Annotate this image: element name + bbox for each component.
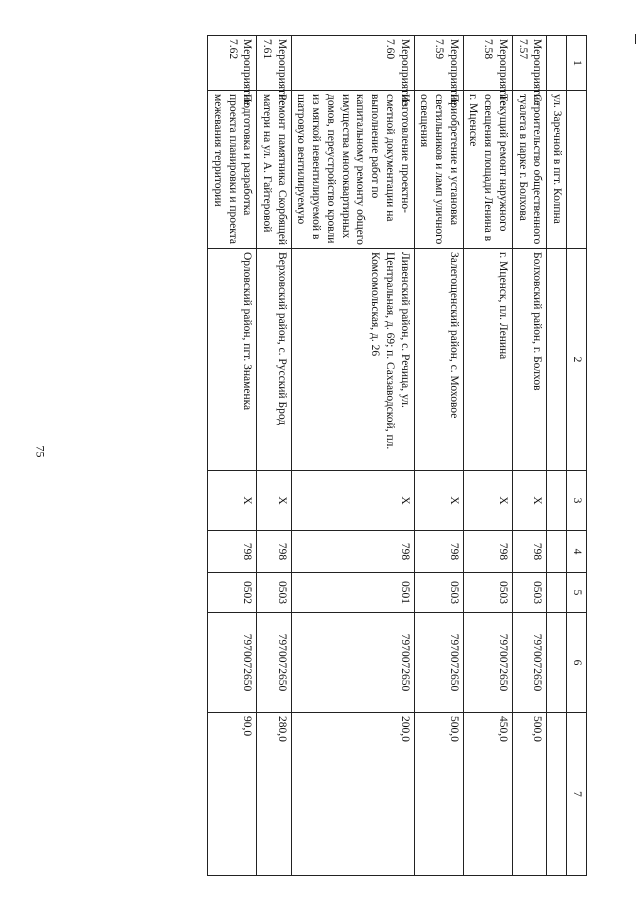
table-row	[463, 36, 512, 876]
row-c7: 280,0	[257, 713, 291, 876]
row-c6: 7970072650	[208, 613, 257, 713]
row-c5: 0503	[257, 573, 291, 613]
row-place: Верховский район, с. Русский Брод	[257, 249, 291, 471]
row-c6: 7970072650	[512, 613, 546, 713]
row-c4: 798	[291, 531, 414, 573]
continuation-cell-place	[547, 249, 567, 471]
row-x: X	[257, 471, 291, 531]
header-cell-1: 1	[567, 36, 587, 91]
row-id: Мероприятие 7.57	[512, 36, 546, 91]
continuation-cell-c4	[547, 531, 567, 573]
page-number: 75	[33, 445, 48, 458]
row-name: Приобретение и установка светильников и ламп уличного освещения	[414, 91, 463, 249]
table-row	[208, 36, 257, 876]
row-c4: 798	[512, 531, 546, 573]
row-x: X	[208, 471, 257, 531]
continuation-cell-c6	[547, 613, 567, 713]
row-c4: 798	[414, 531, 463, 573]
header-row	[567, 36, 587, 876]
table-row	[414, 36, 463, 876]
row-c7: 450,0	[463, 713, 512, 876]
row-place: Ливенский район, с. Речица, ул. Центральная, д. 69; п. Сахзаводской, пл. Комсомольская, д. 26	[291, 249, 414, 471]
continuation-row	[547, 36, 567, 876]
table-row	[512, 36, 546, 876]
continuation-cell-c7	[547, 713, 567, 876]
row-name: Подготовка и разработка проекта планировки и проекта межевания территории	[208, 91, 257, 249]
row-c5: 0503	[414, 573, 463, 613]
document-table	[207, 35, 587, 876]
row-place: Залегощенский район, с. Моховое	[414, 249, 463, 471]
row-c7: 200,0	[291, 713, 414, 876]
row-name: Строительство общественного туалета в парке г. Болхова	[512, 91, 546, 249]
row-name: Текущий ремонт наружного освещения площади Ленина в г. Мценске	[463, 91, 512, 249]
continuation-cell-c5	[547, 573, 567, 613]
continuation-cell-id	[547, 36, 567, 91]
row-c6: 7970072650	[291, 613, 414, 713]
header-cell-2: 2	[567, 249, 587, 471]
row-id: Мероприятие 7.60	[291, 36, 414, 91]
row-c7: 500,0	[414, 713, 463, 876]
corner-mark	[635, 34, 640, 44]
row-c4: 798	[208, 531, 257, 573]
row-x: X	[512, 471, 546, 531]
header-cell-7: 7	[567, 713, 587, 876]
rotated-table-container	[120, 35, 587, 875]
header-cell-5: 5	[567, 573, 587, 613]
row-c5: 0503	[463, 573, 512, 613]
row-c6: 7970072650	[463, 613, 512, 713]
row-c5: 0501	[291, 573, 414, 613]
continuation-cell-name: ул. Заречной в пгт. Колпна	[547, 91, 567, 249]
row-c5: 0502	[208, 573, 257, 613]
header-cell-3: 3	[567, 471, 587, 531]
row-name: Ремонт памятника Скорбящей матери на ул. А. Гайтеровой	[257, 91, 291, 249]
header-cell-6: 6	[567, 613, 587, 713]
row-x: X	[463, 471, 512, 531]
continuation-cell-x	[547, 471, 567, 531]
row-id: Мероприятие 7.59	[414, 36, 463, 91]
row-c4: 798	[463, 531, 512, 573]
table-row	[257, 36, 291, 876]
row-id: Мероприятие 7.58	[463, 36, 512, 91]
header-cell-4: 4	[567, 531, 587, 573]
row-x: X	[414, 471, 463, 531]
row-c7: 90,0	[208, 713, 257, 876]
row-place: Болховский район, г. Болхов	[512, 249, 546, 471]
row-name: Изготовление проектно-сметной документации на выполнение работ по капитальному ремонту общего имущества многоквартирных домов, переустройство кровли из мягкой невентилируемой в шатровую вентилируемую	[291, 91, 414, 249]
row-c7: 500,0	[512, 713, 546, 876]
row-c5: 0503	[512, 573, 546, 613]
row-c4: 798	[257, 531, 291, 573]
table-row	[291, 36, 414, 876]
header-cell-blank	[567, 91, 587, 249]
row-id: Мероприятие 7.61	[257, 36, 291, 91]
row-place: г. Мценск, пл. Ленина	[463, 249, 512, 471]
row-place: Орловский район, пгт. Знаменка	[208, 249, 257, 471]
row-id: Мероприятие 7.62	[208, 36, 257, 91]
row-c6: 7970072650	[414, 613, 463, 713]
row-c6: 7970072650	[257, 613, 291, 713]
row-x: X	[291, 471, 414, 531]
